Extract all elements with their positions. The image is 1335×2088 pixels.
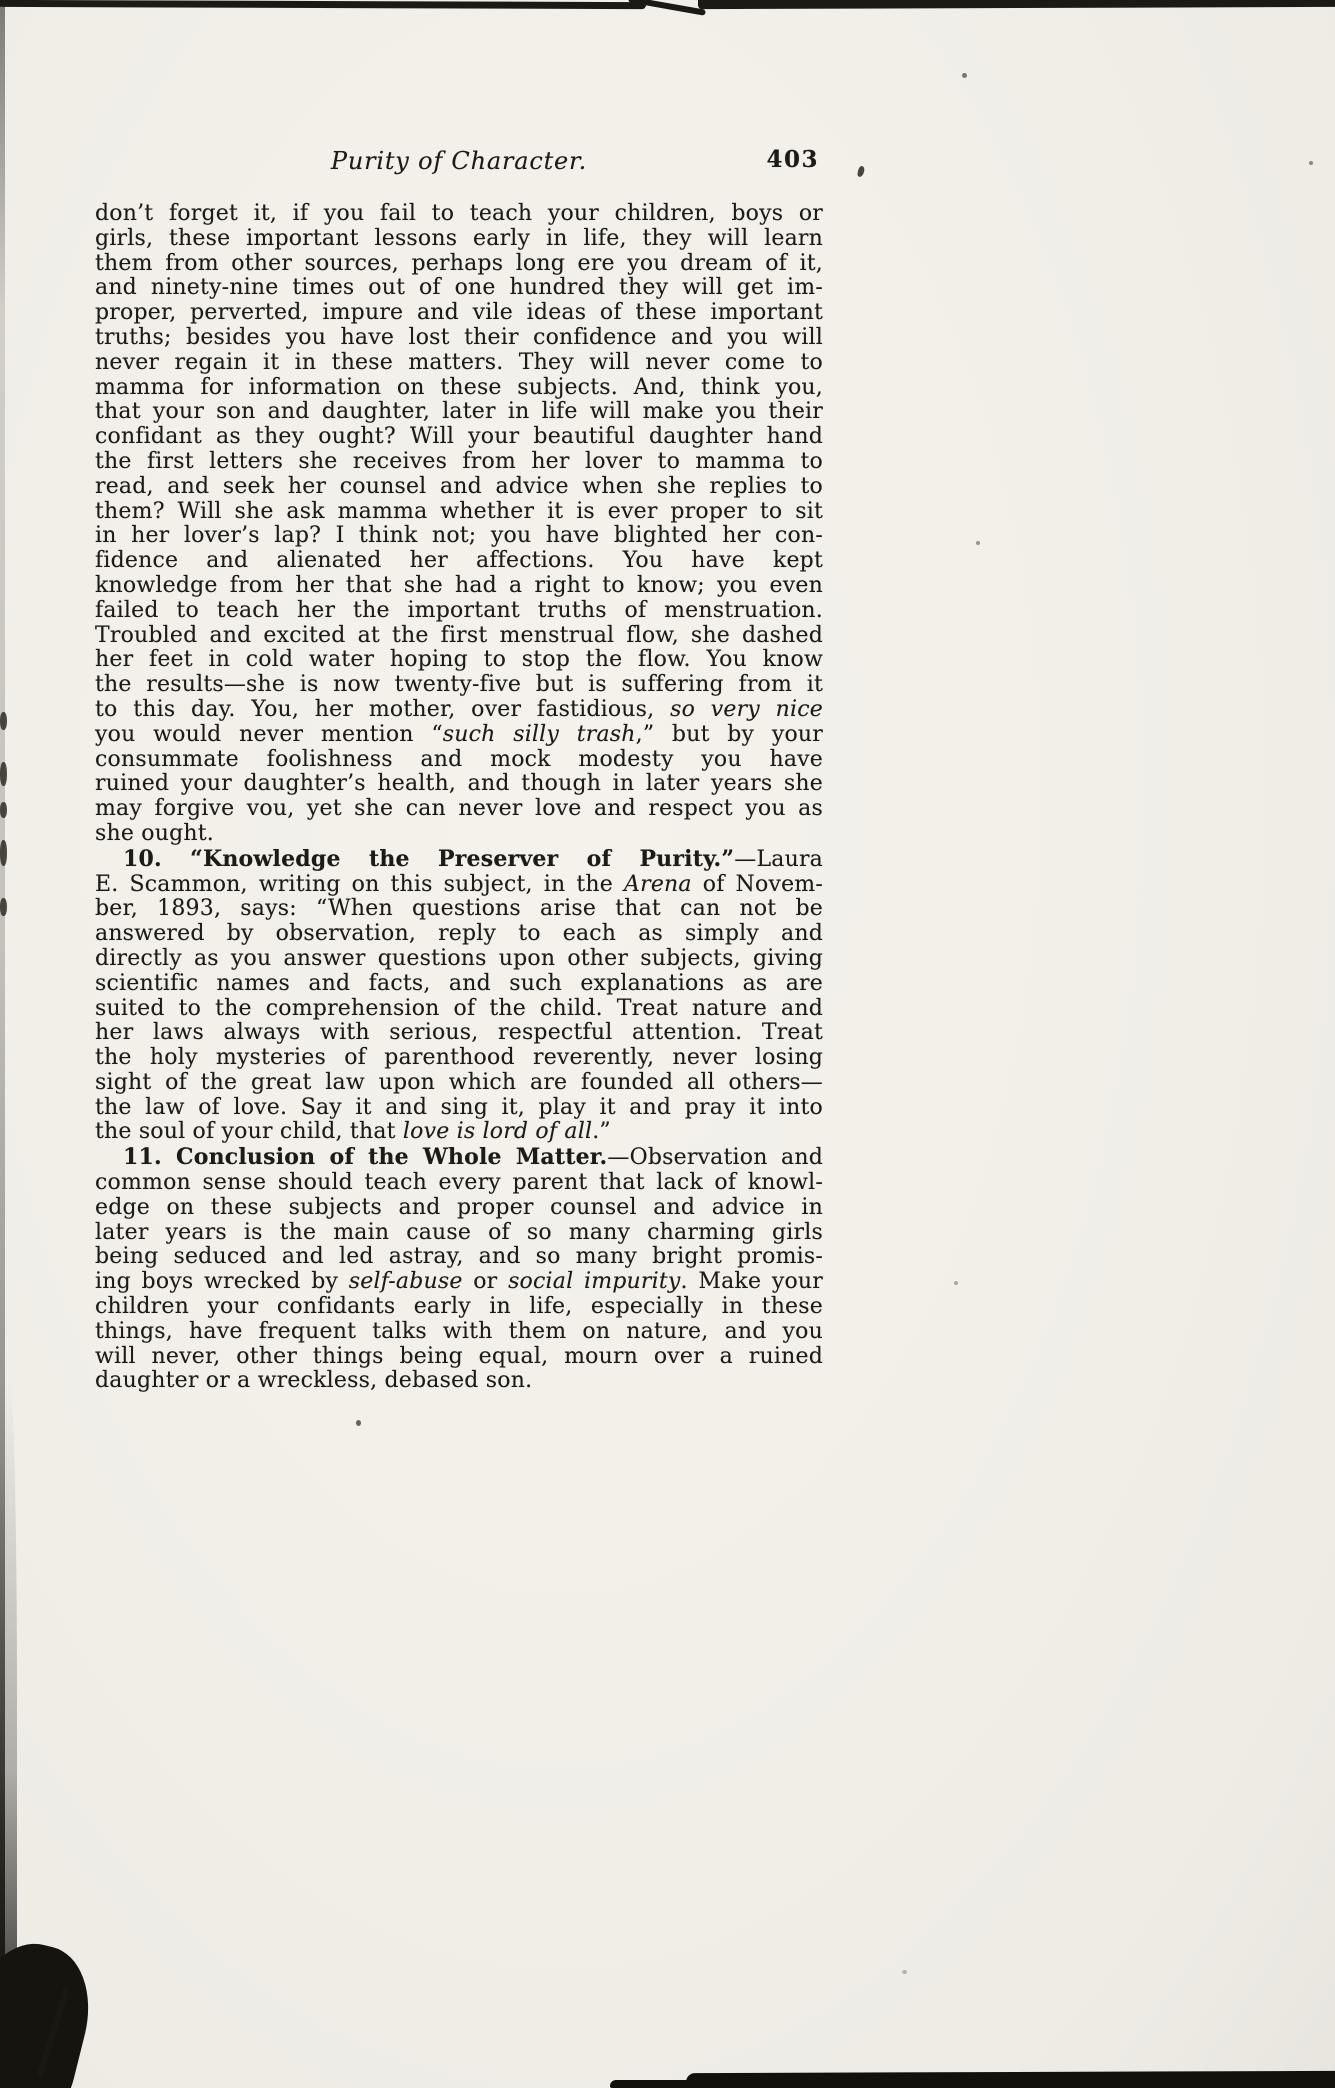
text-line (95, 301, 823, 326)
text-segment: confidant as they ought? Will your beautiful daughter hand (95, 424, 823, 450)
paragraph (95, 847, 823, 1146)
text-line (95, 1021, 823, 1046)
text-line (95, 276, 823, 301)
text-line (95, 376, 823, 401)
text-line (95, 574, 823, 599)
text-segment: fidence and alienated her affections. You have kept (95, 548, 823, 574)
scan-artifact-bottom-bar-tail (610, 2080, 705, 2088)
text-segment: the results—she is now twenty-five but is suffering from it (95, 672, 823, 698)
text-line (95, 1071, 823, 1096)
italic-text: Arena (624, 871, 692, 897)
text-line (95, 1245, 823, 1270)
text-segment: later years is the main cause of so many charming girls (95, 1219, 823, 1245)
bold-run-in-heading: 10. “Knowledge the Preserver of Purity.” (123, 845, 735, 872)
text-line (95, 897, 823, 922)
text-line (95, 1270, 823, 1295)
scan-artifact-top-edge-right (698, 0, 1335, 9)
text-segment: mamma for information on these subjects. And, think you, (95, 374, 823, 400)
text-segment: consummate foolishness and mock modesty you have (95, 746, 823, 772)
text-segment: common sense should teach every parent that lack of knowl- (95, 1170, 823, 1196)
text-segment: Troubled and excited at the first menstrual flow, she dashed (95, 622, 823, 648)
scan-artifact-bottom-right-bar (686, 2071, 1335, 2088)
text-segment: that your son and daughter, later in life will make you their (95, 399, 823, 425)
text-segment: suited to the comprehension of the child. Treat nature and (95, 995, 823, 1021)
text-segment: truths; besides you have lost their confidence and you will (95, 324, 823, 350)
text-segment: them from other sources, perhaps long ere you dream of it, (95, 250, 823, 276)
text-segment: being seduced and led astray, and so many bright promis- (95, 1244, 823, 1270)
text-segment: —Observation and (607, 1145, 824, 1171)
bold-run-in-heading: 11. Conclusion of the Whole Matter. (123, 1144, 608, 1171)
scan-artifact-margin-mark (0, 802, 7, 818)
scan-artifact-speck (954, 1281, 958, 1285)
text-segment: don’t forget it, if you fail to teach your children, boys or (95, 201, 823, 226)
text-line (95, 450, 823, 475)
text-line (95, 252, 823, 277)
scan-artifact-speck (902, 1970, 907, 1974)
text-line (95, 400, 823, 425)
text-segment: of Novem- (691, 871, 823, 897)
text-line (95, 227, 823, 252)
text-segment: girls, these important lessons early in life, they will learn (95, 225, 823, 251)
scan-artifact-bottom-left-blob (0, 1931, 103, 2088)
page-number: 403 (766, 146, 819, 173)
text-line (95, 1320, 823, 1345)
scan-artifact-speck (1309, 161, 1313, 165)
text-line (95, 1145, 823, 1171)
text-segment: the holy mysteries of parenthood reverently, never losing (95, 1045, 823, 1071)
text-line (95, 1196, 823, 1221)
text-segment: in her lover’s lap? I think not; you have blighted her con- (95, 523, 823, 549)
text-line (95, 822, 823, 847)
scan-artifact-speck (962, 73, 967, 78)
text-segment: never regain it in these matters. They will never come to (95, 349, 823, 375)
text-segment: the law of love. Say it and sing it, play it and pray it into (95, 1094, 823, 1120)
text-segment: read, and seek her counsel and advice when she replies to (95, 473, 823, 499)
text-line (95, 797, 823, 822)
text-line (95, 673, 823, 698)
text-line (95, 873, 823, 898)
scan-artifact-speck (857, 165, 865, 177)
text-segment: edge on these subjects and proper counsel and advice in (95, 1194, 823, 1220)
text-segment: the soul of your child, that (95, 1119, 403, 1145)
scan-artifact-margin-mark (0, 898, 7, 916)
text-segment: will never, other things being equal, mourn over a ruined (95, 1343, 823, 1369)
text-segment: ruined your daughter’s health, and though in later years she (95, 771, 823, 797)
scan-artifact-margin-mark (0, 712, 7, 730)
text-line (95, 475, 823, 500)
text-line (95, 326, 823, 351)
text-line (95, 1120, 823, 1145)
scan-artifact-speck (356, 1420, 361, 1426)
text-segment: things, have frequent talks with them on nature, and you (95, 1318, 823, 1344)
text-segment: the first letters she receives from her lover to mamma to (95, 448, 823, 474)
text-segment: her feet in cold water hoping to stop the flow. You know (95, 647, 823, 673)
text-line (95, 748, 823, 773)
italic-text: self-abuse (348, 1269, 463, 1295)
text-segment: scientific names and facts, and such explanations as are (95, 970, 823, 996)
text-line (95, 648, 823, 673)
text-segment: ,” but by your (635, 721, 824, 747)
text-line (95, 1221, 823, 1246)
text-segment: her laws always with serious, respectful attention. Treat (95, 1020, 823, 1046)
text-line (95, 624, 823, 649)
text-segment: . Make your (680, 1269, 823, 1295)
scan-artifact-speck (976, 541, 980, 545)
text-segment: may forgive vou, yet she can never love and respect you as (95, 796, 823, 822)
text-segment: she ought. (95, 820, 214, 846)
text-line (95, 1295, 823, 1320)
text-segment: daughter or a wreckless, debased son. (95, 1368, 533, 1394)
text-segment: failed to teach her the important truths of menstruation. (95, 597, 823, 623)
text-line (95, 972, 823, 997)
text-segment: knowledge from her that she had a right to know; you even (95, 572, 823, 598)
page-header (95, 147, 823, 179)
text-segment: ing boys wrecked by (95, 1269, 349, 1295)
text-line (95, 202, 823, 227)
text-line (95, 772, 823, 797)
text-line (95, 425, 823, 450)
scan-artifact-margin-mark (0, 762, 7, 786)
text-segment: ber, 1893, says: “When questions arise that can not be (95, 896, 823, 922)
text-line (95, 723, 823, 748)
text-line (95, 997, 823, 1022)
text-segment: E. Scammon, writing on this subject, in the (95, 871, 625, 897)
text-segment: .” (592, 1119, 611, 1145)
text-segment: answered by observation, reply to each as simply and (95, 921, 823, 947)
text-segment: sight of the great law upon which are founded all others— (95, 1069, 823, 1095)
text-segment: or (462, 1269, 509, 1295)
scan-artifact-top-edge-left (0, 0, 646, 9)
paragraph (95, 1145, 823, 1394)
text-line (95, 947, 823, 972)
text-line (95, 698, 823, 723)
text-segment: you would never mention “ (95, 721, 443, 747)
text-line (95, 599, 823, 624)
italic-text: love is lord of all (402, 1119, 593, 1145)
text-line (95, 1096, 823, 1121)
text-line (95, 524, 823, 549)
text-line (95, 922, 823, 947)
text-segment: and ninety-nine times out of one hundred they will get im- (95, 275, 823, 301)
italic-text: such silly trash (442, 721, 636, 747)
text-segment: proper, perverted, impure and vile ideas of these important (95, 300, 823, 326)
text-line (95, 847, 823, 873)
text-segment: them? Will she ask mamma whether it is ever proper to sit (95, 498, 823, 524)
text-line (95, 500, 823, 525)
scan-artifact-margin-mark (0, 840, 7, 866)
text-segment: to this day. You, her mother, over fastidious, (95, 696, 671, 722)
text-line (95, 1345, 823, 1370)
italic-text: social impurity (508, 1269, 681, 1295)
text-segment: —Laura (734, 846, 823, 872)
text-line (95, 1171, 823, 1196)
text-line (95, 1369, 823, 1394)
text-block (95, 202, 823, 1394)
text-segment: children your confidants early in life, especially in these (95, 1294, 823, 1320)
text-segment: directly as you answer questions upon other subjects, giving (95, 945, 823, 971)
text-line (95, 549, 823, 574)
italic-text: so very nice (670, 696, 823, 722)
paragraph (95, 202, 823, 847)
text-line (95, 1046, 823, 1071)
text-line (95, 351, 823, 376)
running-title: Purity of Character. (330, 147, 588, 175)
